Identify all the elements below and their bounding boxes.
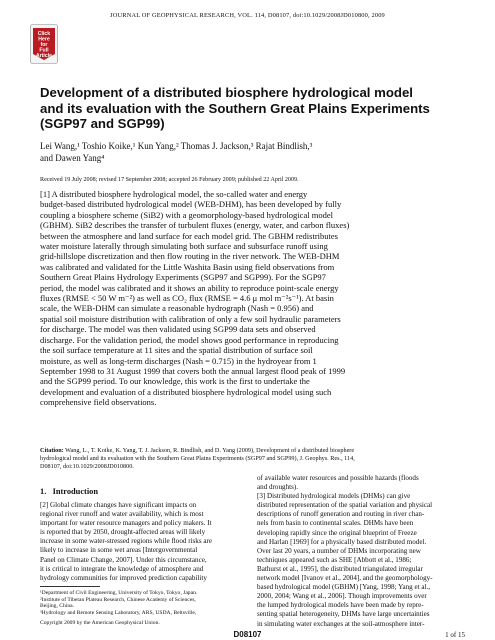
copyright: [40, 620, 248, 627]
body-line: and Harlan [1969] for a physically based distributed model.: [257, 537, 427, 546]
abstract-line: grid-hillslope discretization and then flow routing in the river network. The WEB-DHM: [40, 251, 340, 262]
body-line: descriptions of runoff generation and routing in river chan-: [257, 510, 425, 519]
body-line: is reported that by 2050, drought-affected areas will likely: [40, 528, 206, 537]
abstract-line: budget-based distributed hydrological model (WEB-DHM), has been developed by fully: [40, 199, 342, 210]
body-line: [3] Distributed hydrological models (DHMs) can give: [257, 492, 411, 501]
body-line: developing rapidly since the original blueprint of Freeze: [257, 528, 417, 537]
body-line: in simulating water exchanges at the soil-atmosphere inter-: [257, 619, 425, 628]
body-line: hydrology communities for improved prediction capability: [40, 573, 207, 582]
body-line: Bathurst et al., 1995], the distributed triangulated irregular: [257, 564, 423, 573]
abstract: [40, 189, 470, 408]
body-line: techniques appeared such as SHE [Abbott et al., 1986;: [257, 555, 412, 564]
badge-line-3: for: [40, 42, 48, 48]
abstract-line: Southern Great Plains Hydrology Experiments (SGP97 and SGP99). For the SGP97: [40, 272, 326, 283]
body-line: increase in some water-stressed regions while flood risks are: [40, 537, 213, 546]
body-line: the lumped hydrological models have been made by repre-: [257, 601, 424, 610]
citation: [40, 447, 470, 472]
received-dates: Received 19 July 2008; revised 17 September 2008; accepted 26 February 2009; published 22 April 2009.: [40, 177, 299, 183]
badge-line-5: Article: [35, 53, 53, 59]
right-column: [257, 474, 467, 629]
body-line: likely to increase in some wet areas [Intergovernmental: [40, 546, 198, 555]
abstract-line: and the SGP99 period. To our knowledge, this work is the first to undertake the: [40, 376, 310, 387]
title-line: Development of a distributed biosphere hydrological model: [40, 85, 413, 100]
footnote-line: ²Institute of Tibetan Plateau Research, Chinese Academy of Sciences,: [40, 596, 196, 603]
journal-header: JOURNAL OF GEOPHYSICAL RESEARCH, VOL. 114, D08107, doi:10.1029/2008JD010800, 2009: [110, 12, 385, 19]
body-line: [2] Global climate changes have significant impacts on: [40, 501, 197, 509]
footnote-line: ³Hydrology and Remote Sensing Laboratory, ARS, USDA, Beltsville,: [40, 610, 197, 617]
body-line: and droughts).: [257, 483, 298, 492]
author-list: [40, 141, 460, 164]
abstract-line: scale, the WEB-DHM can simulate a reasonable hydrograph (Nash = 0.956) and: [40, 303, 314, 314]
abstract-line: spatial soil moisture distribution with calibration of only a few soil hydraulic parameters: [40, 313, 341, 324]
body-line: it is critical to integrate the knowledge of atmosphere and: [40, 564, 204, 573]
author-line: Lei Wang,¹ Toshio Koike,¹ Kun Yang,² Thomas J. Jackson,³ Rajat Bindlish,³: [40, 141, 313, 151]
abstract-line: period, the model was calibrated and it shows an ability to reproduce point-scale energy: [40, 282, 339, 293]
abstract-line: the soil surface temperature at 11 sites and the spatial distribution of surface soil: [40, 345, 313, 356]
body-line: of available water resources and possible hazards (floods: [257, 474, 419, 482]
page-number: 1 of 15: [445, 631, 465, 639]
badge-line-1: Click: [37, 31, 51, 37]
left-column: [40, 487, 248, 583]
abstract-line: for discharge. The model was then validated using SGP99 data sets and observed: [40, 324, 316, 335]
abstract-line: was calibrated and validated for the Little Washita Basin using field observations from: [40, 261, 335, 272]
abstract-line: moisture, as well as long-term discharges (Nash = 0.715) in the hydroyear from 1: [40, 355, 317, 366]
body-line: Over last 20 years, a number of DHMs incorporating new: [257, 546, 421, 555]
section-title: Introduction: [52, 487, 99, 496]
body-line: based hydrological model (GBHM) [Yang, 1998; Yang et al.,: [257, 583, 431, 592]
article-title: [40, 85, 460, 132]
copyright-line: Copyright 2009 by the American Geophysical Union.: [40, 620, 160, 626]
body-line: nels from basin to continental scales. DHMs have been: [257, 519, 414, 528]
abstract-line: between the atmosphere and land surface for each model grid. The GBHM redistributes: [40, 230, 338, 241]
body-line: distributed representation of the spatial variation and physical: [257, 501, 433, 510]
abstract-line: (GBHM). SiB2 describes the transfer of turbulent fluxes (energy, water, and carbon fluxes): [40, 220, 350, 231]
body-line: 2000, 2004; Wang et al., 2006]. Though improvements over: [257, 592, 427, 601]
badge-line-2: Here: [38, 36, 50, 43]
citation-line: D08107, doi:10.1029/2008JD010800.: [40, 463, 134, 471]
section-number: 1.: [40, 487, 47, 496]
footnote-line: Beijing, China.: [40, 603, 75, 610]
author-line: and Dawen Yang⁴: [40, 152, 105, 163]
click-here-full-article-badge[interactable]: [30, 24, 58, 64]
abstract-line: [1] A distributed biosphere hydrological model, the so-called water and energy: [40, 189, 308, 199]
citation-line: Wang, L., T. Koike, K. Yang, T. J. Jackson, R. Bindlish, and D. Yang (2009), Development of a distributed biosphere: [65, 447, 355, 454]
abstract-line: discharge. For the validation period, the model shows good performance in reproducing: [40, 334, 339, 345]
affiliation-footnotes: [40, 590, 248, 617]
body-line: important for water resource managers and policy makers. It: [40, 519, 212, 528]
document-id: D08107: [233, 630, 262, 639]
abstract-line: coupling a biosphere scheme (SiB2) with a geomorphology-based hydrological model: [40, 209, 333, 220]
citation-line: hydrological model and its evaluation with the Southern Great Plains Experiments (SGP97 and SGP99), J. Geophys. Res., 114,: [40, 455, 355, 463]
badge-line-4: Full: [39, 47, 49, 54]
abstract-line: water moisture laterally through simulating both surface and subsurface runoff using: [40, 241, 328, 252]
abstract-line: fluxes (RMSE < 50 W m⁻²) as well as CO₂ flux (RMSE = 4.6 μ mol m⁻²s⁻¹). At basin: [40, 293, 334, 304]
body-line: network model [Ivanov et al., 2004], and the geomorphology-: [257, 574, 433, 583]
footnote-divider: [40, 586, 100, 587]
section-heading-introduction: [40, 487, 248, 496]
abstract-line: September 1998 to 31 August 1999 that covers both the annual largest flood peak of 1999: [40, 365, 346, 376]
body-line: Panel on Climate Change, 2007]. Under this circumstance,: [40, 555, 207, 564]
footnote-line: ¹Department of Civil Engineering, University of Tokyo, Tokyo, Japan.: [40, 590, 198, 596]
citation-label: Citation:: [40, 447, 64, 454]
abstract-line: development and evaluation of a distributed biosphere hydrological model using such: [40, 386, 332, 397]
title-line: and its evaluation with the Southern Great Plains Experiments: [40, 100, 430, 116]
abstract-line: comprehensive field observations.: [40, 397, 157, 408]
body-line: regional river runoff and water availability, which is most: [40, 510, 204, 519]
body-line: senting spatial heterogeneity, DHMs have large uncertainties: [257, 610, 430, 619]
intro-paragraph: [40, 501, 248, 583]
title-line: (SGP97 and SGP99): [40, 116, 165, 131]
